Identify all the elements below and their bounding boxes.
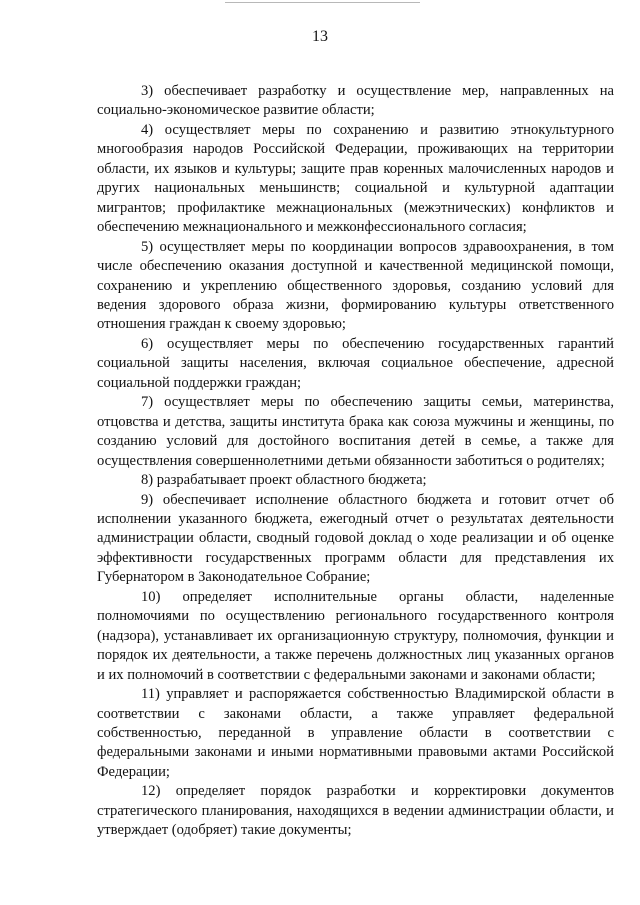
paragraph-item-11: 11) управляет и распоряжается собственностью Владимирской области в соответствии с законами области, а также управляет федеральной собственностью, переданной в управление области в соответствии с федеральными законами и иными нормативными правовыми актами Российской Федерации;: [97, 686, 614, 780]
paragraph-item-10: 10) определяет исполнительные органы области, наделенные полномочиями по осуществлению регионального государственного контроля (надзора), устанавливает их организационную структуру, полномочия, функции и порядок их деятельности, а также перечень должностных лиц указанных органов и их полномочий в соответствии с федеральными законами и законами области;: [97, 588, 614, 683]
paragraph-item-9: 9) обеспечивает исполнение областного бюджета и готовит отчет об исполнении указанного бюджета, ежегодный отчет о результатах деятельности администрации области, сводный годовой доклад о ходе реализации и об оценке эффективности государственных программ области для представления их Губернатором в Законодательное Собрание;: [97, 491, 614, 586]
paragraph-item-12: 12) определяет порядок разработки и корректировки документов стратегического планирования, находящихся в ведении администрации области, и утверждает (одобряет) такие документы;: [97, 783, 614, 839]
paragraph-item-5: 5) осуществляет меры по координации вопросов здравоохранения, в том числе обеспечению оказания доступной и качественной медицинской помощи, сохранению и укреплению общественного здоровья, созданию условий для ведения здорового образа жизни, формированию культуры ответственного отношения граждан к своему здоровью;: [97, 238, 614, 333]
document-body: [97, 82, 614, 841]
paragraph-item-6: 6) осуществляет меры по обеспечению государственных гарантий социальной защиты населения, включая социальное обеспечение, адресной социальной поддержки граждан;: [97, 335, 614, 391]
paragraph-item-8: 8) разрабатывает проект областного бюджета;: [141, 472, 427, 489]
paragraph-item-7: 7) осуществляет меры по обеспечению защиты семьи, материнства, отцовства и детства, защиты института брака как союза мужчины и женщины, по созданию условий для достойного воспитания детей в семье, а также для осуществления совершеннолетними детьми обязанности заботиться о родителях;: [97, 394, 614, 469]
paragraph-item-3: 3) обеспечивает разработку и осуществление мер, направленных на социально-экономическое развитие области;: [97, 83, 614, 119]
page-number: 13: [312, 28, 328, 45]
scan-edge-line: [225, 2, 420, 3]
paragraph-item-4: 4) осуществляет меры по сохранению и развитию этнокультурного многообразия народов Российской Федерации, проживающих на территории области, их языков и культуры; защите прав коренных малочисленных народов и других национальных меньшинств; социальной и культурной адаптации мигрантов; профилактике межнациональных (межэтнических) конфликтов и обеспечению межнационального и межконфессионального согласия;: [97, 121, 614, 236]
